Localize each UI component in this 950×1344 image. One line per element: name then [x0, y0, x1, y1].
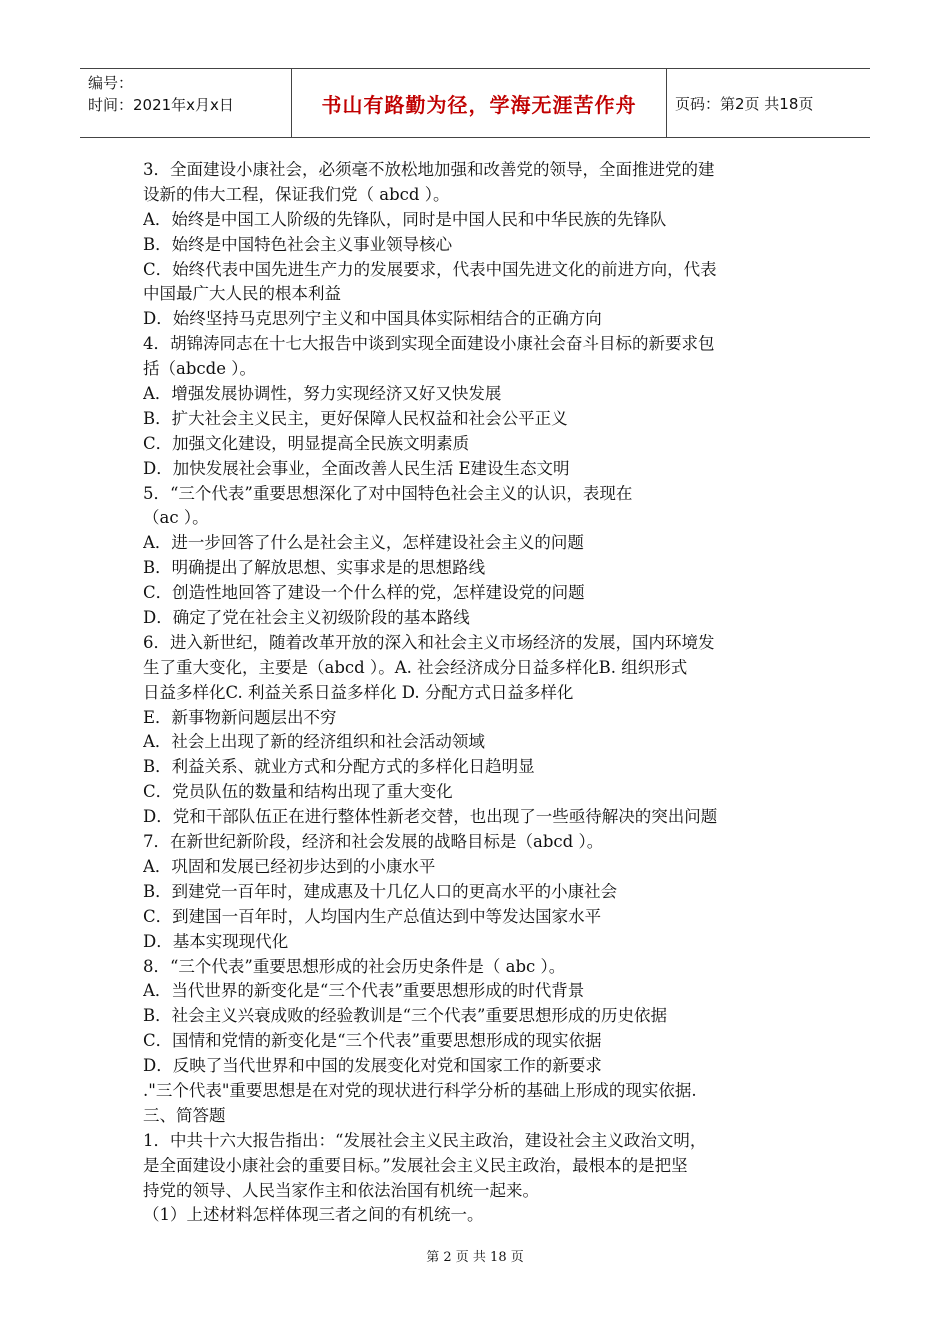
text-line: C．始终代表中国先进生产力的发展要求，代表中国先进文化的前进方向，代表 — [143, 259, 717, 279]
text-line: B．扩大社会主义民主，更好保障人民权益和社会公平正义 — [143, 408, 568, 428]
text-line: D．基本实现现代化 — [143, 931, 289, 951]
text-line: 三、简答题 — [143, 1105, 226, 1125]
text-line: A．增强发展协调性，努力实现经济又好又快发展 — [143, 384, 502, 404]
text-line: ."三个代表"重要思想是在对党的现状进行科学分析的基础上形成的现实依据. — [143, 1080, 697, 1100]
header-motto: 书山有路勤为径，学海无涯苦作舟 — [291, 69, 667, 137]
document-number-label: 编号： — [88, 74, 134, 92]
text-line: 3．全面建设小康社会，必须毫不放松地加强和改善党的领导，全面推进党的建 — [143, 160, 715, 179]
text-line: 括（abcde ）。 — [143, 359, 256, 379]
page-footer: 第 2 页 共 18 页 — [426, 1250, 524, 1265]
text-line: A．社会上出现了新的经济组织和社会活动领域 — [143, 732, 485, 752]
text-line: 中国最广大人民的根本利益 — [143, 284, 341, 304]
text-line: B．明确提出了解放思想、实事求是的思想路线 — [143, 558, 486, 578]
text-line: A．当代世界的新变化是“三个代表”重要思想形成的时代背景 — [143, 981, 585, 1001]
text-line: C．创造性地回答了建设一个什么样的党，怎样建设党的问题 — [143, 583, 585, 603]
text-line: A．进一步回答了什么是社会主义，怎样建设社会主义的问题 — [143, 533, 584, 553]
text-line: 日益多样化C. 利益关系日益多样化 D. 分配方式日益多样化 — [143, 682, 574, 702]
text-line: 是全面建设小康社会的重要目标。”发展社会主义民主政治，最根本的是把坚 — [143, 1155, 688, 1175]
text-line: 持党的领导、人民当家作主和依法治国有机统一起来。 — [143, 1180, 539, 1200]
text-line: B．利益关系、就业方式和分配方式的多样化日趋明显 — [143, 757, 535, 777]
text-line: A．巩固和发展已经初步达到的小康水平 — [143, 856, 436, 876]
text-line: 6．进入新世纪，随着改革开放的深入和社会主义市场经济的发展，国内环境发 — [143, 632, 715, 652]
header-page-number: 页码：第2页 共18页 — [675, 94, 814, 113]
text-line: C．加强文化建设，明显提高全民族文明素质 — [143, 433, 470, 453]
text-line: C．国情和党情的新变化是“三个代表”重要思想形成的现实依据 — [143, 1031, 602, 1051]
text-line: 5．“三个代表”重要思想深化了对中国特色社会主义的认识，表现在 — [143, 483, 633, 503]
text-line: （ac ）。 — [143, 508, 209, 528]
text-line: 4．胡锦涛同志在十七大报告中谈到实现全面建设小康社会奋斗目标的新要求包 — [143, 334, 715, 354]
text-line: D．确定了党在社会主义初级阶段的基本路线 — [143, 608, 470, 628]
document-body — [143, 158, 823, 1228]
document-date-label: 时间：2021年x月x日 — [88, 96, 234, 114]
text-line: E．新事物新问题层出不穷 — [143, 707, 337, 727]
text-line: 7．在新世纪新阶段，经济和社会发展的战略目标是（abcd ）。 — [143, 832, 604, 852]
header-meta — [80, 69, 291, 137]
text-line: C．到建国一百年时，人均国内生产总值达到中等发达国家水平 — [143, 906, 602, 926]
text-line: 1．中共十六大报告指出：“发展社会主义民主政治，建设社会主义政治文明， — [143, 1130, 707, 1150]
text-line: B．社会主义兴衰成败的经验教训是“三个代表”重要思想形成的历史依据 — [143, 1006, 667, 1026]
text-line: D．反映了当代世界和中国的发展变化对党和国家工作的新要求 — [143, 1056, 602, 1076]
text-line: 设新的伟大工程，保证我们党（ abcd ）。 — [143, 184, 450, 204]
text-line: D．党和干部队伍正在进行整体性新老交替，也出现了一些亟待解决的突出问题 — [143, 807, 718, 827]
text-line: 8．“三个代表”重要思想形成的社会历史条件是（ abc ）。 — [143, 956, 566, 976]
text-line: D．加快发展社会事业，全面改善人民生活 E建设生态文明 — [143, 458, 570, 478]
text-line: D．始终坚持马克思列宁主义和中国具体实际相结合的正确方向 — [143, 309, 602, 329]
text-line: （1）上述材料怎样体现三者之间的有机统一。 — [143, 1205, 484, 1225]
text-line: B．始终是中国特色社会主义事业领导核心 — [143, 234, 453, 254]
text-line: C．党员队伍的数量和结构出现了重大变化 — [143, 782, 453, 802]
text-line: B．到建党一百年时，建成惠及十几亿人口的更高水平的小康社会 — [143, 881, 618, 901]
text-line: 生了重大变化，主要是（abcd ）。A. 社会经济成分日益多样化B. 组织形式 — [143, 657, 688, 677]
page-header — [80, 68, 870, 138]
text-line: A．始终是中国工人阶级的先锋队，同时是中国人民和中华民族的先锋队 — [143, 209, 667, 229]
